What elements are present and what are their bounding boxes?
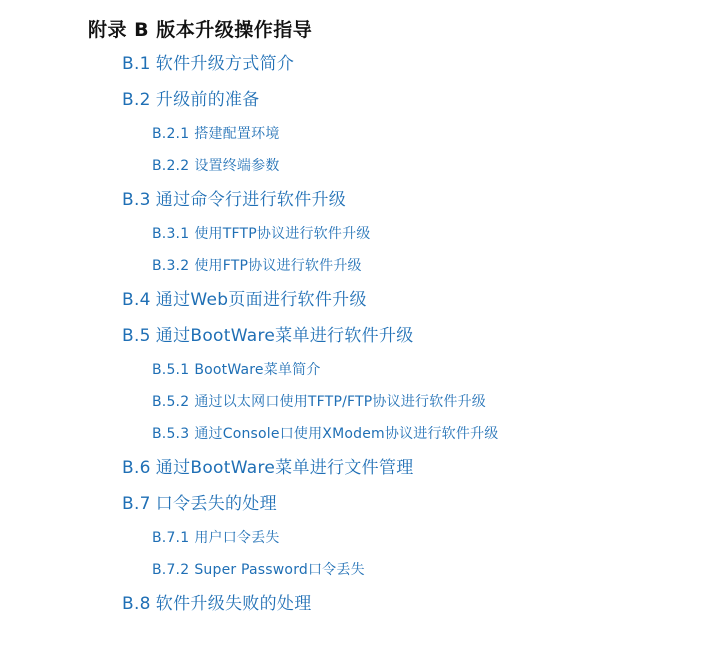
toc-entry[interactable] (152, 554, 722, 586)
toc-entry-number: B.2 (122, 90, 151, 110)
toc-entry[interactable] (152, 118, 722, 150)
toc-entry-label: 通过以太网口使用TFTP/FTP协议进行软件升级 (194, 394, 486, 410)
toc-entry[interactable] (152, 386, 722, 418)
toc-entry-number: B.7.2 (152, 562, 190, 578)
toc-entry-number: B.4 (122, 290, 151, 310)
toc-entry-label: 升级前的准备 (155, 90, 260, 110)
toc-entry-number: B.3 (122, 190, 151, 210)
toc-entry[interactable] (152, 354, 722, 386)
toc-entry[interactable] (152, 150, 722, 182)
toc-entry-label: 通过Console口使用XModem协议进行软件升级 (194, 426, 499, 442)
toc-entry-number: B.1 (122, 54, 151, 74)
table-of-contents (0, 46, 722, 622)
toc-entry[interactable] (122, 450, 722, 486)
toc-entry-number: B.2.2 (152, 158, 190, 174)
toc-entry-number: B.5.3 (152, 426, 190, 442)
toc-entry-label: 使用FTP协议进行软件升级 (194, 258, 362, 274)
toc-entry-number: B.6 (122, 458, 151, 478)
toc-entry-label: 通过Web页面进行软件升级 (155, 290, 367, 310)
toc-entry-label: BootWare菜单简介 (194, 362, 321, 378)
toc-entry-number: B.7 (122, 494, 151, 514)
toc-entry-number: B.5 (122, 326, 151, 346)
toc-entry-number: B.5.1 (152, 362, 190, 378)
toc-entry-label: 通过命令行进行软件升级 (155, 190, 347, 210)
toc-entry-number: B.3.2 (152, 258, 190, 274)
toc-entry[interactable] (122, 182, 722, 218)
toc-entry[interactable] (122, 82, 722, 118)
toc-entry-label: 使用TFTP协议进行软件升级 (194, 226, 371, 242)
toc-entry[interactable] (152, 250, 722, 282)
toc-entry-label: 搭建配置环境 (194, 126, 280, 142)
toc-entry[interactable] (152, 522, 722, 554)
toc-entry-number: B.2.1 (152, 126, 190, 142)
toc-entry[interactable] (122, 46, 722, 82)
toc-entry-label: 设置终端参数 (194, 158, 280, 174)
toc-entry-label: 口令丢失的处理 (155, 494, 277, 514)
toc-entry[interactable] (122, 586, 722, 622)
toc-entry[interactable] (152, 218, 722, 250)
toc-entry-label: 通过BootWare菜单进行软件升级 (155, 326, 414, 346)
toc-entry[interactable] (122, 282, 722, 318)
toc-entry[interactable] (152, 418, 722, 450)
toc-entry-number: B.5.2 (152, 394, 190, 410)
toc-entry-label: 软件升级方式简介 (155, 54, 295, 74)
toc-entry[interactable] (122, 486, 722, 522)
toc-entry[interactable] (122, 318, 722, 354)
toc-entry-label: Super Password口令丢失 (194, 562, 365, 578)
toc-entry-label: 通过BootWare菜单进行文件管理 (155, 458, 414, 478)
toc-entry-number: B.8 (122, 594, 151, 614)
toc-entry-label: 软件升级失败的处理 (155, 594, 312, 614)
toc-entry-number: B.7.1 (152, 530, 190, 546)
toc-entry-label: 用户口令丢失 (194, 530, 280, 546)
page-title: 附录 B 版本升级操作指导 (88, 19, 313, 41)
toc-entry-number: B.3.1 (152, 226, 190, 242)
